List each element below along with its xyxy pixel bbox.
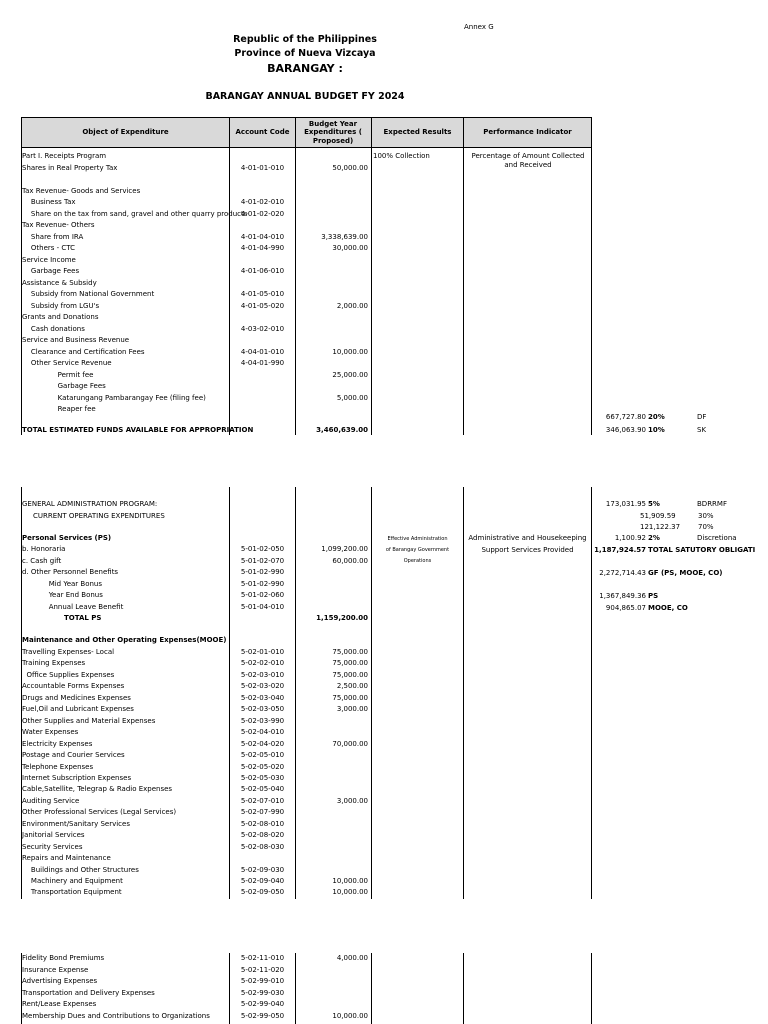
row-amount: 75,000.00 [332, 670, 368, 679]
col-account: Account Code [235, 128, 290, 137]
part2-indicator-line2: Support Services Provided [481, 546, 574, 554]
row-amount: 1,099,200.00 [321, 545, 368, 553]
row-label: Subsidy from National Government [22, 290, 155, 298]
row-account-code: 5-02-05-040 [240, 785, 285, 794]
row-account-code: 5-01-02-060 [240, 591, 285, 599]
row-label: Katarungang Pambarangay Fee (filing fee) [22, 393, 206, 402]
side-note-amount: 2,272,714.43 [599, 569, 646, 577]
row-label: d. Other Personnel Benefits [22, 568, 119, 576]
header-barangay: BARANGAY : [267, 62, 343, 75]
row-account-code: 5-02-11-020 [240, 965, 285, 974]
row-label: Clearance and Certification Fees [22, 347, 145, 356]
row-amount: 10,000.00 [332, 1011, 368, 1020]
row-label: Subsidy from LGU's [22, 301, 100, 310]
row-amount: 50,000.00 [332, 163, 368, 172]
side-note-amount: 1,100.92 [614, 534, 646, 542]
col-object: Object of Expenditure [82, 128, 169, 137]
row-account-code: 5-02-02-010 [240, 659, 285, 668]
ps-title: Personal Services (PS) [22, 534, 112, 542]
row-amount: 10,000.00 [332, 877, 368, 885]
total-funds-amount: 3,460,639.00 [316, 426, 368, 434]
side-note-label: MOOE, CO [648, 604, 688, 612]
row-label: Grants and Donations [22, 313, 99, 321]
row-amount: 3,000.00 [336, 705, 368, 714]
row-account-code: 4-01-01-010 [240, 163, 285, 172]
side-note-percent: 70% [698, 523, 714, 531]
row-label: Tax Revenue- Goods and Services [22, 186, 141, 195]
row-account-code: 5-02-99-010 [240, 977, 285, 985]
row-account-code: 5-02-04-020 [240, 739, 285, 748]
row-account-code: 5-02-08-030 [240, 842, 285, 851]
col-results: Expected Results [383, 128, 452, 137]
annex-label: Annex G [464, 23, 494, 31]
row-amount: 70,000.00 [332, 739, 368, 748]
row-account-code: 5-02-07-990 [240, 808, 285, 817]
row-label: Transportation and Delivery Expenses [22, 988, 155, 997]
row-label: Year End Bonus [22, 591, 103, 599]
row-label: Annual Leave Benefit [22, 602, 124, 611]
row-account-code: 5-02-04-010 [240, 728, 285, 737]
row-label: Electricity Expenses [22, 739, 93, 748]
row-label: Business Tax [22, 198, 76, 206]
row-account-code: 5-02-03-040 [240, 693, 285, 702]
side-note-label: Discretiona [697, 534, 737, 542]
ps-total-amount: 1,159,200.00 [316, 614, 368, 622]
row-amount: 60,000.00 [332, 556, 368, 565]
row-label: Reaper fee [22, 405, 96, 413]
row-label: Telephone Expenses [22, 762, 94, 771]
part2-result-line1: Effective Administration [387, 536, 448, 542]
row-label: Office Supplies Expenses [22, 670, 115, 679]
col-indicator: Performance Indicator [483, 128, 572, 137]
row-label: Mid Year Bonus [22, 579, 103, 588]
row-account-code: 5-02-03-020 [240, 682, 285, 691]
row-amount: 30,000.00 [332, 244, 368, 252]
row-account-code: 4-03-02-010 [240, 324, 285, 333]
row-amount: 3,000.00 [336, 796, 368, 805]
row-amount: 10,000.00 [332, 888, 368, 897]
row-account-code: 5-02-05-030 [240, 773, 285, 782]
row-amount: 4,000.00 [336, 954, 368, 962]
row-label: b. Honoraria [22, 545, 66, 553]
side-note-amount: 904,865.07 [605, 604, 646, 612]
col-budget: Budget Year Expenditures ( Proposed) [304, 119, 362, 145]
row-account-code: 4-01-02-020 [240, 209, 285, 218]
row-account-code: 4-04-01-010 [240, 347, 285, 356]
row-label: Insurance Expense [22, 965, 89, 974]
header-republic: Republic of the Philippines [233, 34, 377, 45]
row-amount: 10,000.00 [332, 347, 368, 356]
row-account-code: 5-01-02-070 [240, 556, 285, 565]
row-account-code: 5-02-09-040 [240, 877, 285, 885]
row-label: Buildings and Other Structures [22, 865, 139, 874]
program-subtitle: CURRENT OPERATING EXPENDITURES [33, 512, 165, 520]
row-label: Permit fee [22, 370, 94, 379]
row-label: Janitorial Services [22, 831, 85, 840]
row-account-code: 5-02-99-050 [240, 1011, 285, 1020]
row-label: Environment/Sanitary Services [22, 819, 130, 828]
part1-expected-result: 100% Collection [373, 152, 430, 160]
row-account-code: 5-01-02-050 [240, 545, 285, 553]
side-note-amount: 51,909.59 [640, 512, 676, 520]
side-note-amount: 667,727.80 [605, 413, 646, 421]
row-label: Assistance & Subsidy [22, 278, 97, 287]
side-note-percent: 5% [648, 500, 660, 508]
row-label: Advertising Expenses [22, 977, 98, 985]
row-label: Other Service Revenue [22, 359, 112, 367]
row-label: Water Expenses [22, 728, 79, 737]
row-label: Shares in Real Property Tax [22, 163, 118, 172]
total-funds-label: TOTAL ESTIMATED FUNDS AVAILABLE FOR APPROPRIATION [22, 426, 254, 434]
row-label: Fidelity Bond Premiums [22, 954, 105, 962]
side-note-label: SK [697, 426, 707, 434]
row-account-code: 5-02-05-020 [240, 762, 285, 771]
row-account-code: 5-02-11-010 [240, 954, 285, 962]
row-label: Drugs and Medicines Expenses [22, 693, 131, 702]
side-note-label: PS [648, 592, 659, 600]
document-title: BARANGAY ANNUAL BUDGET FY 2024 [205, 91, 405, 102]
row-label: Fuel,Oil and Lubricant Expenses [22, 705, 134, 714]
row-amount: 2,000.00 [336, 301, 368, 310]
row-account-code: 5-02-99-030 [240, 988, 285, 997]
row-label: Machinery and Equipment [22, 877, 123, 885]
row-amount: 25,000.00 [332, 370, 368, 379]
row-account-code: 4-01-04-010 [240, 232, 285, 241]
program-title: GENERAL ADMINISTRATION PROGRAM: [22, 500, 158, 508]
row-account-code: 5-02-07-010 [240, 796, 285, 805]
row-label: Transportation Equipment [22, 888, 122, 897]
row-label: Internet Subscription Expenses [22, 773, 132, 782]
row-account-code: 4-01-02-010 [240, 198, 285, 206]
row-label: Postage and Courier Services [22, 751, 125, 760]
row-account-code: 5-02-03-010 [240, 670, 285, 679]
row-label: Share from IRA [22, 232, 84, 241]
row-amount: 75,000.00 [332, 693, 368, 702]
row-account-code: 5-02-99-040 [240, 1000, 285, 1008]
row-label: Others - CTC [22, 244, 76, 252]
row-label: Share on the tax from sand, gravel and other quarry products [22, 209, 248, 218]
side-note-label: BDRRMF [697, 500, 727, 508]
row-label: Tax Revenue- Others [22, 221, 95, 229]
side-note-label: TOTAL SATUTORY OBLIGATI [648, 546, 756, 554]
side-note-amount: 1,187,924.57 [594, 546, 646, 554]
row-label: Part I. Receipts Program [22, 152, 107, 160]
row-account-code: 4-01-05-010 [240, 290, 285, 298]
side-note-label: GF (PS, MOOE, CO) [648, 569, 723, 577]
part2-result-line2: of Barangay Government [385, 547, 450, 553]
row-label: Rent/Lease Expenses [22, 1000, 97, 1008]
row-label: Travelling Expenses- Local [22, 648, 115, 656]
side-note-amount: 346,063.90 [605, 426, 646, 434]
row-label: Garbage Fees [22, 382, 106, 390]
row-account-code: 4-04-01-990 [240, 359, 285, 367]
row-account-code: 5-02-03-050 [240, 705, 285, 714]
row-label: Cable,Satellite, Telegrap & Radio Expenses [22, 785, 173, 794]
row-label: c. Cash gift [22, 556, 62, 565]
row-label: Cash donations [22, 324, 85, 333]
side-note-amount: 121,122.37 [640, 523, 681, 531]
row-label: Membership Dues and Contributions to Organizations [22, 1011, 210, 1020]
row-amount: 75,000.00 [332, 648, 368, 656]
row-amount: 3,338,639.00 [321, 232, 368, 241]
row-account-code: 5-02-08-020 [240, 831, 285, 840]
row-account-code: 5-01-04-010 [240, 602, 285, 611]
side-note-percent: 2% [648, 534, 660, 542]
row-label: Training Expenses [22, 659, 86, 668]
row-account-code: 5-02-01-010 [240, 648, 285, 656]
row-label: Accountable Forms Expenses [22, 682, 125, 691]
side-note-percent: 20% [648, 413, 665, 421]
row-label: Other Supplies and Material Expenses [22, 716, 156, 725]
header-province: Province of Nueva Vizcaya [234, 48, 376, 59]
row-label: Service Income [22, 255, 76, 264]
row-account-code: 4-01-04-990 [240, 244, 285, 252]
row-label: Garbage Fees [22, 267, 80, 275]
row-amount: 5,000.00 [336, 393, 368, 402]
mooe-title: Maintenance and Other Operating Expenses(MOOE) [22, 636, 227, 644]
side-note-percent: 30% [698, 512, 714, 520]
side-note-label: DF [697, 413, 707, 421]
side-note-amount: 173,031.95 [605, 500, 646, 508]
row-account-code: 4-01-06-010 [240, 267, 285, 275]
row-account-code: 5-02-03-990 [240, 716, 285, 725]
row-account-code: 5-02-05-010 [240, 751, 285, 760]
row-amount: 2,500.00 [336, 682, 368, 691]
part1-performance-indicator: Percentage of Amount Collected and Received [471, 152, 585, 169]
row-account-code: 5-02-09-050 [240, 888, 285, 897]
side-note-percent: 10% [648, 426, 665, 434]
row-label: Other Professional Services (Legal Services) [22, 808, 177, 817]
part2-result-line3: Operations [403, 558, 432, 564]
row-label: Repairs and Maintenance [22, 854, 111, 863]
row-account-code: 5-01-02-990 [240, 568, 285, 576]
row-label: Auditing Service [22, 796, 80, 805]
ps-total-label: TOTAL PS [64, 614, 102, 622]
row-account-code: 5-02-08-010 [240, 819, 285, 828]
side-note-amount: 1,367,849.36 [599, 592, 646, 600]
row-account-code: 5-01-02-990 [240, 579, 285, 588]
row-account-code: 4-01-05-020 [240, 301, 285, 310]
row-label: Security Services [22, 842, 83, 851]
part2-indicator-line1: Administrative and Housekeeping [468, 534, 587, 542]
row-amount: 75,000.00 [332, 659, 368, 668]
row-account-code: 5-02-09-030 [240, 865, 285, 874]
row-label: Service and Business Revenue [22, 336, 130, 344]
